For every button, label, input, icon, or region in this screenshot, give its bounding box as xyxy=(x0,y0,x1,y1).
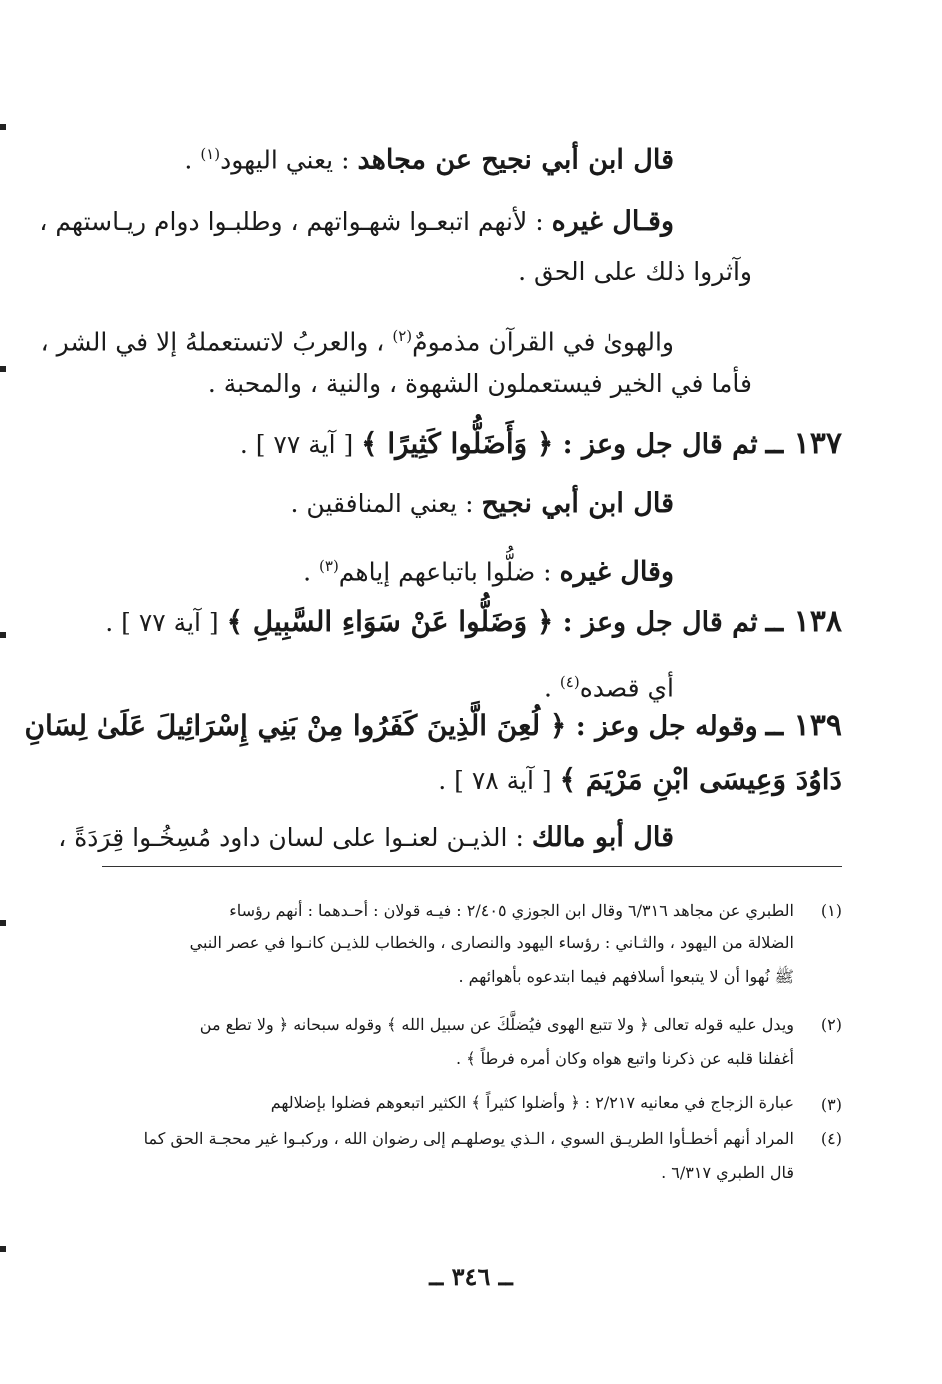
bold-phrase: وقـال غيره xyxy=(551,206,674,237)
verse-number: ١٣٨ ــ xyxy=(765,604,842,639)
text-line xyxy=(39,202,674,242)
quran-verse: ﴿ لُعِنَ الَّذِينَ كَفَرُوا مِنْ بَنِي إِسْرَائِيلَ عَلَىٰ لِسَانِ xyxy=(24,709,567,742)
margin-mark xyxy=(0,920,6,926)
bold-phrase: قال ابن أبي نجيح عن مجاهد xyxy=(357,144,674,176)
text-span: : الذيـن لعنـوا على لسان داود مُسِخُـوا قِرَدَةً ، xyxy=(58,823,532,852)
verse-heading xyxy=(105,602,842,643)
verse-number: ١٣٧ ــ xyxy=(765,426,842,461)
bold-phrase: ثم قال جل وعز : xyxy=(553,607,758,638)
footnote-divider xyxy=(102,866,842,867)
footnote-number: (١) xyxy=(820,901,842,920)
text-line xyxy=(438,760,842,801)
bold-phrase: قال أبو مالك xyxy=(531,822,674,853)
footnote-ref: (٣) xyxy=(319,557,339,575)
text-span: : لأنهم اتبعـوا شهـواتهم ، وطلبـوا دوام ريـاستهم ، xyxy=(39,207,552,236)
bold-phrase: وقال غيره xyxy=(559,556,674,588)
margin-mark xyxy=(0,632,6,638)
text-span: . xyxy=(184,145,201,175)
footnote-number: (٢) xyxy=(820,1015,842,1034)
verse-heading xyxy=(24,706,842,747)
text-span: وآثروا ذلك على الحق . xyxy=(518,257,752,286)
footnote-line: ﷺ نُهوا أن لا يتبعوا أسلافهم فيما ابتدعوه بأهوائهم . xyxy=(458,967,794,986)
text-line xyxy=(291,484,674,524)
text-span: فأما في الخير فيستعملون الشهوة ، والنية ، والمحبة . xyxy=(207,369,752,398)
footnote-line: الضلالة من اليهود ، والثـاني : رؤساء اليهود والنصارى ، والخطاب للذيـن كانـوا في عصر النبي xyxy=(189,933,794,952)
quran-verse: ﴿ وَضَلُّوا عَنْ سَوَاءِ السَّبِيلِ ﴾ xyxy=(226,605,554,638)
page-number: ــ ٣٤٦ ــ xyxy=(429,1262,513,1291)
bold-phrase: قال ابن أبي نجيح xyxy=(481,488,674,519)
text-span: : يعني اليهود xyxy=(220,145,358,175)
text-span: والهوىٰ في القرآن مذمومٌ xyxy=(412,327,674,357)
text-line xyxy=(41,316,674,362)
quran-verse: دَاوُدَ وَعِيسَى ابْنِ مَرْيَمَ ﴾ xyxy=(559,763,842,796)
footnote-line: عبارة الزجاج في معانيه ٢/٢١٧ : ﴿ وأضلوا كثيراً ﴾ الكثير اتبعوهم فضلوا بإضلالهم xyxy=(270,1093,794,1112)
margin-mark xyxy=(0,366,6,372)
text-span: ، والعربُ لاتستعملهُ إلا في الشر ، xyxy=(40,327,393,357)
footnote-number: (٤) xyxy=(820,1129,842,1148)
text-line xyxy=(544,662,674,708)
footnote-line: قال الطبري ٦/٣١٧ . xyxy=(661,1163,794,1182)
footnote-ref: (٤) xyxy=(559,673,580,691)
verse-heading xyxy=(240,424,842,465)
bold-phrase: ثم قال جل وعز : xyxy=(553,429,758,460)
footnote-ref: (٢) xyxy=(392,327,413,345)
footnote-line: ويدل عليه قوله تعالى ﴿ ولا تتبع الهوى فيُضلَّكَ عن سبيل الله ﴾ وقوله سبحانه ﴿ ولا تطع من xyxy=(199,1015,794,1034)
footnote-line: الطبري عن مجاهد ٦/٣١٦ وقال ابن الجوزي ٢/٤٠٥ : فيـه قولان : أحـدهما : أنهم رؤساء xyxy=(229,901,794,920)
verse-number: ١٣٩ ــ xyxy=(765,708,842,743)
verse-reference: [ آية ٧٧ ] . xyxy=(105,608,227,637)
text-line xyxy=(58,818,674,858)
text-span: أي قصده xyxy=(579,673,674,703)
text-line xyxy=(303,546,674,592)
verse-reference: [ آية ٧٨ ] . xyxy=(438,766,560,795)
verse-reference: [ آية ٧٧ ] . xyxy=(239,430,362,459)
footnote-ref: (١) xyxy=(200,145,221,163)
text-span: : يعني المنافقين . xyxy=(290,489,482,518)
text-span: . xyxy=(544,673,560,703)
footnote-line: أغفلنا قلبه عن ذكرنا واتبع هواه وكان أمره فرطاً ﴾ . xyxy=(456,1049,794,1068)
text-span: . xyxy=(303,557,320,587)
text-span: : ضلُّوا باتباعهم إياهم xyxy=(338,557,560,587)
bold-phrase: وقوله جل وعز : xyxy=(566,711,758,742)
margin-mark xyxy=(0,1246,6,1252)
text-line xyxy=(208,364,752,404)
margin-mark xyxy=(0,124,6,130)
text-line xyxy=(518,252,752,292)
text-line xyxy=(184,134,674,180)
footnote-line: المراد أنهم أخطـأوا الطريـق السوي ، الـذي يوصلهـم إلى رضوان الله ، وركبـوا غير محجـة الحق كما xyxy=(143,1129,794,1148)
footnote-number: (٣) xyxy=(820,1095,842,1114)
quran-verse: ﴿ وَأَضَلُّوا كَثِيرًا ﴾ xyxy=(361,427,554,460)
